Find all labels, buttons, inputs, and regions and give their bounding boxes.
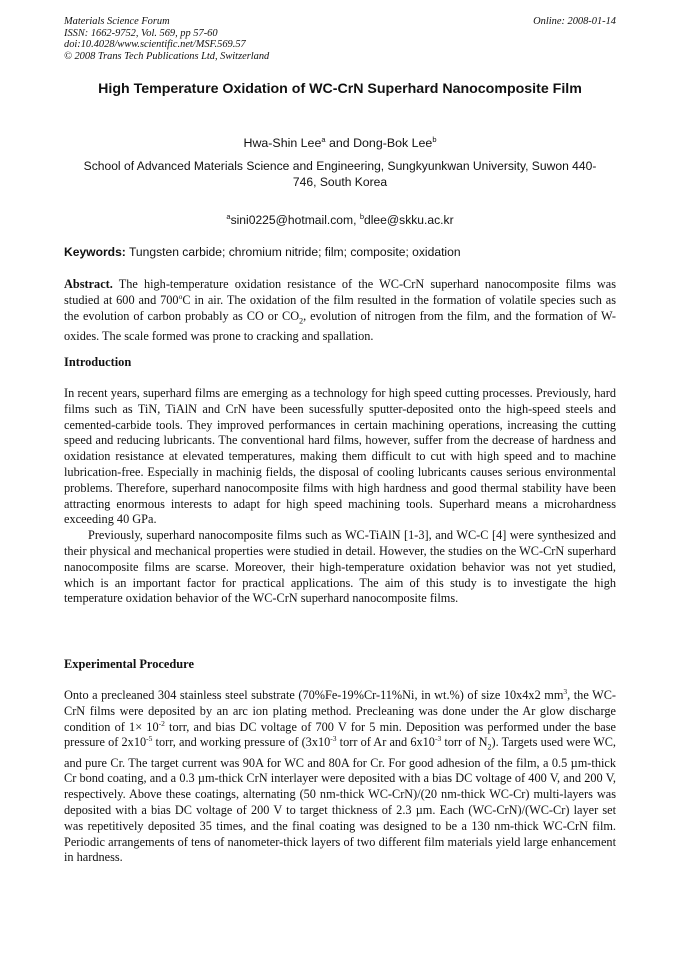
introduction-heading: Introduction — [64, 355, 132, 369]
exp-sup-c: -5 — [146, 734, 153, 744]
exp-text-a: Onto a precleaned 304 stainless steel substrate (70%Fe-19%Cr-11%Ni, in wt.%) of size 10x4x2 mm — [64, 688, 564, 702]
abstract-text-3: , evolution of nitrogen from the film, and the formation of W-oxides. The scale formed was prone to cracking and spallation. — [64, 308, 616, 343]
online-date: Online: 2008-01-14 — [533, 16, 616, 27]
abstract-label: Abstract. — [64, 277, 113, 291]
journal-header — [64, 16, 616, 62]
email-1-mark: a — [226, 212, 231, 221]
author-2-mark: b — [432, 135, 437, 144]
keywords-text: Tungsten carbide; chromium nitride; film; composite; oxidation — [125, 245, 461, 259]
introduction-body — [64, 386, 616, 607]
exp-text-g: ). Targets used were WC, and pure Cr. The target current was 90A for WC and 80A for Cr. For good adhesion of the film, a 0.5 µm-thick Cr bond coating, and a 0.3 µm-thick CrN interlayer were deposited with a bias DC voltage of 400 V, and 200 V, respectively. Above these coatings, alternating (50 nm-thick WC-CrN)/(20 nm-thick WC-Cr) multi-layers was deposited with a bias DC voltage of 200 V to target thickness of 2.3 µm. Each (WC-CrN)/(WC-Cr) layer set was repetitively deposited 35 times, and the final coating was designed to be a 130 nm-thick WC-CrN film. Periodic arrangements of tens of nanometer-thick layers of two different film materials yield large enhancement in hardness. — [64, 735, 616, 865]
author-list — [40, 136, 640, 150]
author-and: and — [325, 136, 354, 150]
intro-paragraph-1: In recent years, superhard films are emerging as a technology for high speed cutting processes. Previously, hard films such as TiN, TiAlN and CrN have been sucessfully sputter-deposited onto the high-speed steels and cemented-carbide tools. They improved performances in certain machining operations, increasing the cutting speed and reducing lubricants. The conventional hard films, however, suffer from the decrease of hardness and oxidation resistance at elevated temperatures, making them difficult to cut with high speed and to machine lubrication-free. Especially in machinig fields, the disposal of cooling lubricants causes serious environmental problems. Therefore, superhard nanocomposite films with high hardness and good thermal stability have been attracting enormous interests to adapt for high speed machining tools. Superhard means a microhardness exceeding 40 GPa. — [64, 386, 616, 527]
affiliation: School of Advanced Materials Science and Engineering, Sungkyunkwan University, Suwon 440-746, South Korea — [83, 159, 597, 189]
email-separator: , — [353, 213, 360, 227]
author-1: Hwa-Shin Lee — [243, 136, 322, 150]
keywords-label: Keywords: — [64, 245, 126, 259]
paper-title: High Temperature Oxidation of WC-CrN Superhard Nanocomposite Film — [98, 81, 582, 97]
exp-text-e: torr of Ar and 6x10 — [336, 735, 435, 750]
email-2-mark: b — [359, 212, 365, 221]
journal-name: Materials Science Forum — [64, 16, 170, 27]
exp-sup-a: 3 — [563, 687, 568, 696]
exp-text-b: , the WC-CrN films were deposited by an arc ion plating method. Precleaning was done under the Ar glow discharge condition of 1× 10 — [64, 688, 616, 734]
experimental-heading: Experimental Procedure — [64, 657, 194, 671]
exp-text-f: torr of N — [441, 735, 488, 750]
email-1: sini0225@hotmail.com — [230, 213, 354, 227]
abstract — [64, 277, 616, 345]
author-2: Dong-Bok Lee — [353, 136, 433, 150]
intro-paragraph-2: Previously, superhard nanocomposite films such as WC-TiAlN [1-3], and WC-C [4] were synthesized and their physical and mechanical properties were studied in detail. However, the studies on the WC-CrN superhard nanocomposite films are scarse. Moreover, their high-temperature oxidation behavior was not yet studied, which is an important factor for practical applications. The aim of this study is to investigate the high temperature oxidation behavior of the WC-CrN superhard nanocomposite films. — [64, 528, 616, 606]
exp-sup-e: -3 — [434, 734, 442, 744]
doi-line: doi:10.4028/www.scientific.net/MSF.569.57 — [64, 39, 246, 51]
author-emails — [40, 213, 640, 227]
exp-sup-d: -3 — [330, 734, 337, 744]
copyright-line: © 2008 Trans Tech Publications Ltd, Switzerland — [64, 50, 270, 62]
issn-line: ISSN: 1662-9752, Vol. 569, pp 57-60 — [64, 27, 218, 39]
abstract-text-2: C in air. The oxidation of the film resulted in the formation of volatile species such as the evolution of carbon probably as CO or CO — [64, 292, 616, 323]
experimental-body — [64, 688, 616, 866]
exp-text-d: torr, and working pressure of (3x10 — [152, 735, 331, 750]
author-1-mark: a — [321, 135, 326, 144]
abstract-text-1: The high-temperature oxidation resistance of the WC-CrN superhard nanocomposite films was studied at 600 and 700 — [64, 277, 616, 307]
email-2: dlee@skku.ac.kr — [364, 213, 454, 227]
degree-mark: o — [178, 291, 183, 301]
co2-subscript: 2 — [299, 316, 304, 326]
exp-sup-b: -2 — [158, 718, 165, 728]
n2-subscript: 2 — [487, 742, 492, 752]
keywords — [64, 245, 616, 259]
exp-text-c: torr, and bias DC voltage of 700 V for 5 min. Deposition was performed under the base pressure of 2x10 — [64, 719, 616, 750]
